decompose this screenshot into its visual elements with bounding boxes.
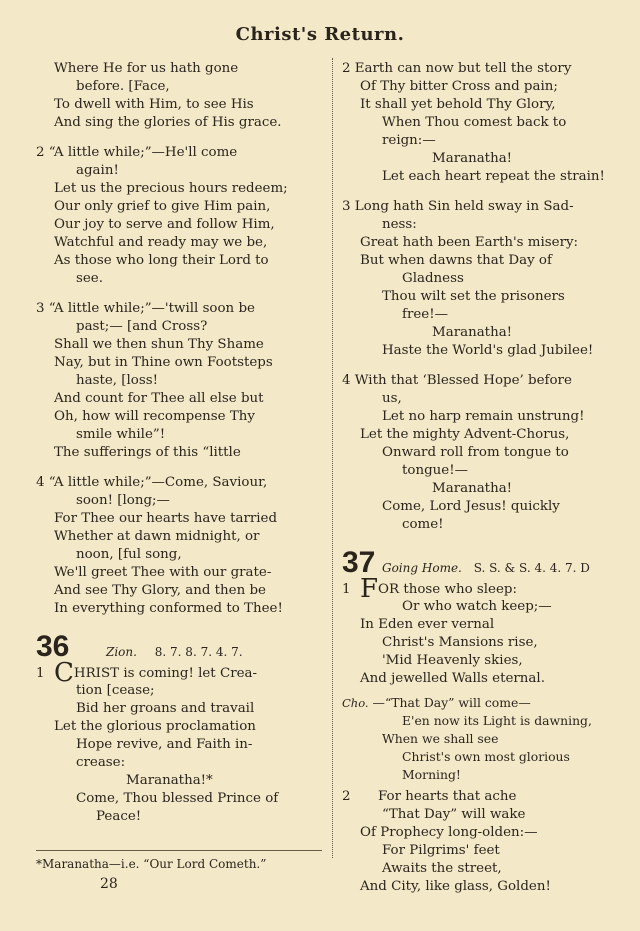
text-line: For Thee our hearts have tarried <box>54 511 278 526</box>
text-line: To dwell with Him, to see His <box>54 97 254 112</box>
text-line: Great hath been Earth's misery: <box>360 235 579 250</box>
meter: S. S. & S. 4. 4. 7. D <box>473 561 590 575</box>
text-line: Where He for us hath gone <box>54 61 239 76</box>
left-column: Where He for us hath gone before. [Face, To dwell with Him, to see His And sing the glories of His grace. 2 “A little while;”—He'll come again! Let us the precious hours redeem; Our only grief to give Him pain, Our joy to serve and follow Him, Watchful and ready may we be, As those who long their Lord to see. 3 “A little while;”—'twill soon be past;— [and Cross? Shall we then shun Thy Shame Nay, but in Thine own Footsteps haste, [loss! And count for Thee all else but Oh, how will recompense Thy smile while”! The sufferings of this “little 4 “A little while;”—Come, Saviour, soon! [long;— For Thee our hearts have tarried Whether at dawn midnight, or noon, [ful song, We'll greet Thee with our grate- And see Thy Glory, and then be In everything conformed to Thee! 36 Zion. 8. 7. 8. 7. 4. 7. 1 CHRIST is coming! let Crea- tion [cease; Bid her groans and travail Let the glorious proclamation Hope revive, and Faith in- crease: Maranatha!* Come, Thou blessed Prince of Peace! <box>36 60 322 826</box>
text-line: past;— [and Cross? <box>76 319 208 334</box>
text-line: Let no harp remain unstrung! <box>382 409 585 424</box>
text-line: In everything conformed to Thee! <box>54 601 283 616</box>
text-line: tongue!— <box>402 463 468 478</box>
text-line: again! <box>76 163 119 178</box>
text-line: And sing the glories of His grace. <box>54 115 282 130</box>
text-line: Peace! <box>96 809 142 824</box>
text-line: As those who long their Lord to <box>54 253 269 268</box>
footnote: *Maranatha—i.e. “Our Lord Cometh.” <box>36 850 322 871</box>
text-line: Whether at dawn midnight, or <box>54 529 260 544</box>
verse-start: 2 “A little while;”—He'll come <box>36 145 238 160</box>
hymn-number: 36 <box>36 630 70 663</box>
text-line: Of Prophecy long-olden:— <box>360 825 538 840</box>
chorus-line: Christ's own most glorious <box>402 749 570 764</box>
chorus-label: Cho. <box>342 696 369 710</box>
meter: 8. 7. 8. 7. 4. 7. <box>154 645 243 659</box>
text-line: Maranatha! <box>432 151 513 166</box>
text-line: noon, [ful song, <box>76 547 182 562</box>
text-line: Awaits the street, <box>382 861 502 876</box>
column-divider <box>332 58 334 858</box>
hymn-37-header <box>342 546 630 580</box>
text-line: reign:— <box>382 133 436 148</box>
text-line: “That Day” will wake <box>382 807 526 822</box>
text-line: Our joy to serve and follow Him, <box>54 217 275 232</box>
text-line: Watchful and ready may we be, <box>54 235 268 250</box>
text-line: Come, Lord Jesus! quickly <box>382 499 560 514</box>
right-column: 2 Earth can now but tell the story Of Thy bitter Cross and pain; It shall yet behold Thy Glory, When Thou comest back to reign:— Maranatha! Let each heart repeat the strain! 3 Long hath Sin held sway in Sad- ness: Great hath been Earth's misery: But when dawns that Day of Gladness Thou wilt set the prisoners free!— Maranatha! Haste the World's glad Jubilee! 4 With that ‘Blessed Hope’ before us, Let no harp remain unstrung! Let the mighty Advent-Chorus, Onward roll from tongue to tongue!— Maranatha! Come, Lord Jesus! quickly come! 37 Going Home. S. S. & S. 4. 4. 7. D 1 FOR those who sleep: Or who watch keep;— In Eden ever vernal Christ's Mansions rise, 'Mid Heavenly skies, And jewelled Walls eternal. Cho. —“That Day” will come— E'en now its Light is dawning, When we shall see Christ's own most glorious Morning! 2 For hearts that ache “That Day” will wake Of Prophecy long-olden:— For Pilgrims' feet Awaits the street, And City, like glass, Golden! <box>342 60 630 896</box>
verse-start: 4 “A little while;”—Come, Saviour, <box>36 475 268 490</box>
text-line: Maranatha! <box>432 481 513 496</box>
text-line: Our only grief to give Him pain, <box>54 199 271 214</box>
text-line: haste, [loss! <box>76 373 158 388</box>
text-line: crease: <box>76 755 126 770</box>
text-line: Come, Thou blessed Prince of <box>76 791 279 806</box>
text-line: Gladness <box>402 271 464 286</box>
text-line: ness: <box>382 217 417 232</box>
text-line: In Eden ever vernal <box>360 617 495 632</box>
text-line: And City, like glass, Golden! <box>360 879 551 894</box>
text-line: Nay, but in Thine own Footsteps <box>54 355 273 370</box>
text-line: And jewelled Walls eternal. <box>360 671 545 686</box>
text-line: We'll greet Thee with our grate- <box>54 565 272 580</box>
verse-start: 3 Long hath Sin held sway in Sad- <box>342 199 574 214</box>
text-line: Maranatha! <box>432 325 513 340</box>
text-line: see. <box>76 271 103 286</box>
verse-start: 4 With that ‘Blessed Hope’ before <box>342 373 572 388</box>
text-line: Bid her groans and travail <box>76 701 255 716</box>
text-line: And count for Thee all else but <box>54 391 264 406</box>
text-line: For Pilgrims' feet <box>382 843 500 858</box>
text-line: Shall we then shun Thy Shame <box>54 337 264 352</box>
chorus-line: When we shall see <box>382 731 499 746</box>
tune-name: Going Home. <box>382 561 462 575</box>
verse-start: 3 “A little while;”—'twill soon be <box>36 301 255 316</box>
text-line: Hope revive, and Faith in- <box>76 737 253 752</box>
text-line: Let each heart repeat the strain! <box>382 169 605 184</box>
text-line: Let the glorious proclamation <box>54 719 256 734</box>
chorus-line: —“That Day” will come— <box>372 695 531 710</box>
text-line: And see Thy Glory, and then be <box>54 583 266 598</box>
text-line: Onward roll from tongue to <box>382 445 569 460</box>
text-line: Maranatha!* <box>126 773 213 788</box>
text-line: before. [Face, <box>76 79 170 94</box>
text-line: The sufferings of this “little <box>54 445 241 460</box>
chorus-line: E'en now its Light is dawning, <box>402 713 592 728</box>
text-line: Haste the World's glad Jubilee! <box>382 343 594 358</box>
text-line: free!— <box>402 307 448 322</box>
text-line: For hearts that ache <box>378 789 517 804</box>
page-number: 28 <box>100 876 118 892</box>
hymn-36-header <box>36 630 322 664</box>
text-line: Thou wilt set the prisoners <box>382 289 565 304</box>
text-line: soon! [long;— <box>76 493 170 508</box>
text-line: It shall yet behold Thy Glory, <box>360 97 556 112</box>
text-line: HRIST is coming! let Crea- <box>73 666 258 681</box>
text-line: Let us the precious hours redeem; <box>54 181 288 196</box>
text-line: Let the mighty Advent-Chorus, <box>360 427 570 442</box>
text-line: Christ's Mansions rise, <box>382 635 538 650</box>
hymn-number: 37 <box>342 546 376 579</box>
text-line: But when dawns that Day of <box>360 253 552 268</box>
tune-name: Zion. <box>106 645 137 659</box>
chorus-line: Morning! <box>402 767 461 782</box>
text-line: Oh, how will recompense Thy <box>54 409 255 424</box>
text-line: Or who watch keep;— <box>402 599 552 614</box>
text-line: When Thou comest back to <box>382 115 567 130</box>
text-line: smile while”! <box>76 427 166 442</box>
text-line: us, <box>382 391 402 406</box>
page-title: Christ's Return. <box>235 24 405 45</box>
text-line: Of Thy bitter Cross and pain; <box>360 79 558 94</box>
verse-start: 2 Earth can now but tell the story <box>342 61 572 76</box>
text-line: OR those who sleep: <box>378 582 517 597</box>
drop-cap: F <box>360 574 379 604</box>
text-line: tion [cease; <box>76 683 155 698</box>
text-line: come! <box>402 517 444 532</box>
text-line: 'Mid Heavenly skies, <box>382 653 523 668</box>
drop-cap: C <box>54 658 74 688</box>
